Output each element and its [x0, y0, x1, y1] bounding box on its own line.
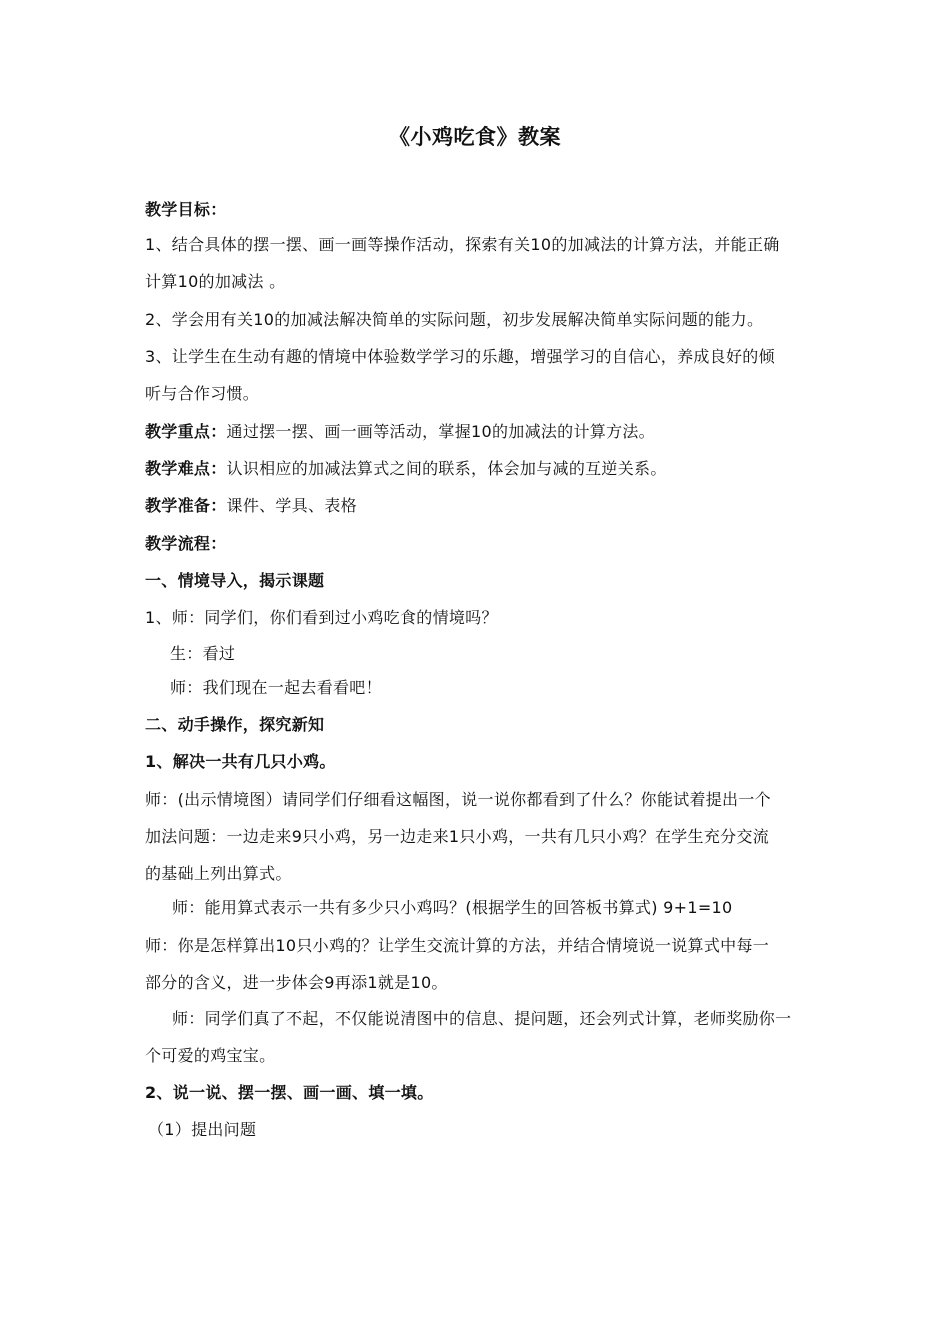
difficulty-label: 教学难点：: [145, 459, 227, 478]
paragraph-3-line-2: 部分的含义，进一步体会9再添1就是10。: [145, 973, 448, 992]
section-1-line-3: 师：我们现在一起去看看吧！: [170, 678, 382, 697]
subsection-2-heading: 2、说一说、摆一摆、画一画、填一填。: [145, 1083, 434, 1102]
preparation-text: 课件、学具、表格: [226, 496, 357, 515]
paragraph-1-line-1: 师：(出示情境图）请同学们仔细看这幅图，说一说你都看到了什么？你能试着提出一个: [145, 790, 771, 809]
paragraph-4-line-1: 师：同学们真了不起，不仅能说清图中的信息、提问题，还会列式计算，老师奖励你一: [172, 1009, 792, 1028]
goals-heading: 教学目标：: [145, 200, 227, 219]
paragraph-4-line-2: 个可爱的鸡宝宝。: [145, 1046, 276, 1065]
subsection-2-item-1: （1）提出问题: [148, 1120, 257, 1139]
key-point-text: 通过摆一摆、画一画等活动，掌握10的加减法的计算方法。: [226, 422, 655, 441]
section-2-heading: 二、动手操作，探究新知: [145, 715, 325, 734]
difficulty-text: 认识相应的加减法算式之间的联系，体会加与减的互逆关系。: [226, 459, 667, 478]
goal-3-line-1: 3、让学生在生动有趣的情境中体验数学学习的乐趣，增强学习的自信心，养成良好的倾: [145, 347, 775, 366]
paragraph-1-line-3: 的基础上列出算式。: [145, 864, 292, 883]
key-point-label: 教学重点：: [145, 422, 227, 441]
difficulty: [145, 458, 815, 480]
section-1-heading: 一、情境导入，揭示课题: [145, 571, 325, 590]
paragraph-3-line-1: 师：你是怎样算出10只小鸡的？让学生交流计算的方法，并结合情境说一说算式中每一: [145, 936, 770, 955]
goal-3-line-2: 听与合作习惯。: [145, 384, 260, 403]
document-title: 《小鸡吃食》教案: [389, 125, 561, 149]
flow-heading: 教学流程：: [145, 534, 227, 553]
section-1-line-1: 1、师：同学们，你们看到过小鸡吃食的情境吗？: [145, 608, 498, 627]
section-1-line-2: 生：看过: [170, 644, 236, 663]
preparation: [145, 495, 815, 517]
goal-1-line-1: 1、结合具体的摆一摆、画一画等操作活动，探索有关10的加减法的计算方法，并能正确: [145, 235, 780, 254]
paragraph-1-line-2: 加法问题：一边走来9只小鸡，另一边走来1只小鸡，一共有几只小鸡？在学生充分交流: [145, 827, 770, 846]
goal-1-line-2: 计算10的加减法 。: [145, 272, 286, 291]
preparation-label: 教学准备：: [145, 496, 227, 515]
subsection-1-heading: 1、解决一共有几只小鸡。: [145, 752, 336, 771]
key-point: [145, 421, 815, 443]
paragraph-2: 师：能用算式表示一共有多少只小鸡吗？(根据学生的回答板书算式) 9+1=10: [172, 898, 733, 917]
goal-2: 2、学会用有关10的加减法解决简单的实际问题，初步发展解决简单实际问题的能力。: [145, 310, 764, 329]
